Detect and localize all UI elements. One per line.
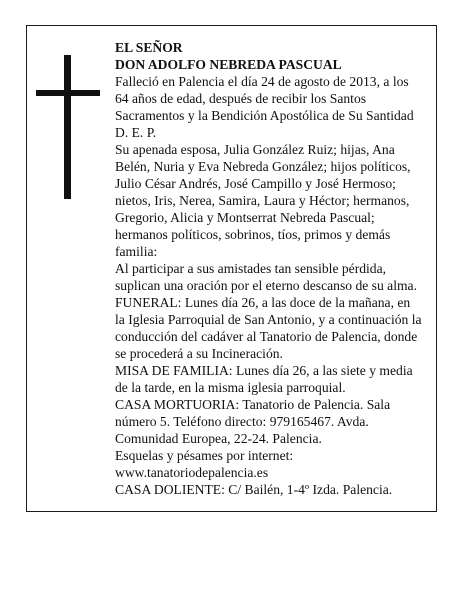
mourners-list: Su apenada esposa, Julia González Ruiz; hijas, Ana Belén, Nuria y Eva Nebreda González; hijos políticos, Julio César Andrés, José Campillo y José Hermoso; nietos, Iris, Nerea, Samira, Laura y Héctor; hermanos, Gregorio, Alicia y Montserrat Nebreda Pascual; hermanos políticos, sobrinos, tíos, primos y demás familia: bbox=[115, 142, 411, 259]
deceased-name: DON ADOLFO NEBREDA PASCUAL bbox=[115, 57, 342, 72]
family-residence: CASA DOLIENTE: C/ Bailén, 1-4º Izda. Palencia. bbox=[115, 482, 393, 497]
family-mass-info: MISA DE FAMILIA: Lunes día 26, a las siete y media de la tarde, en la misma iglesia parroquial. bbox=[115, 363, 413, 395]
prayer-request: Al participar a sus amistades tan sensible pérdida, suplican una oración por el eterno descanso de su alma. bbox=[115, 261, 417, 293]
cross-horizontal-bar bbox=[36, 90, 100, 96]
funeral-home-info: CASA MORTUORIA: Tanatorio de Palencia. Sala número 5. Teléfono directo: 979165467. Avda. Comunidad Europea, 22-24. Palencia. bbox=[115, 397, 391, 446]
heading-line-1: EL SEÑOR bbox=[115, 40, 183, 55]
cross-vertical-bar bbox=[64, 55, 71, 199]
obituary-text bbox=[115, 39, 423, 498]
death-announcement: Falleció en Palencia el día 24 de agosto de 2013, a los 64 años de edad, después de recibir los Santos Sacramentos y la Bendición Apostólica de Su Santidad D. E. P. bbox=[115, 74, 414, 140]
cross-icon bbox=[36, 55, 100, 199]
funeral-info: FUNERAL: Lunes día 26, a las doce de la mañana, en la Iglesia Parroquial de San Antonio, y a continuación la conducción del cadáver al Tanatorio de Palencia, donde se procederá a su Incineración. bbox=[115, 295, 422, 361]
online-condolences: Esquelas y pésames por internet: www.tanatoriodepalencia.es bbox=[115, 448, 294, 480]
